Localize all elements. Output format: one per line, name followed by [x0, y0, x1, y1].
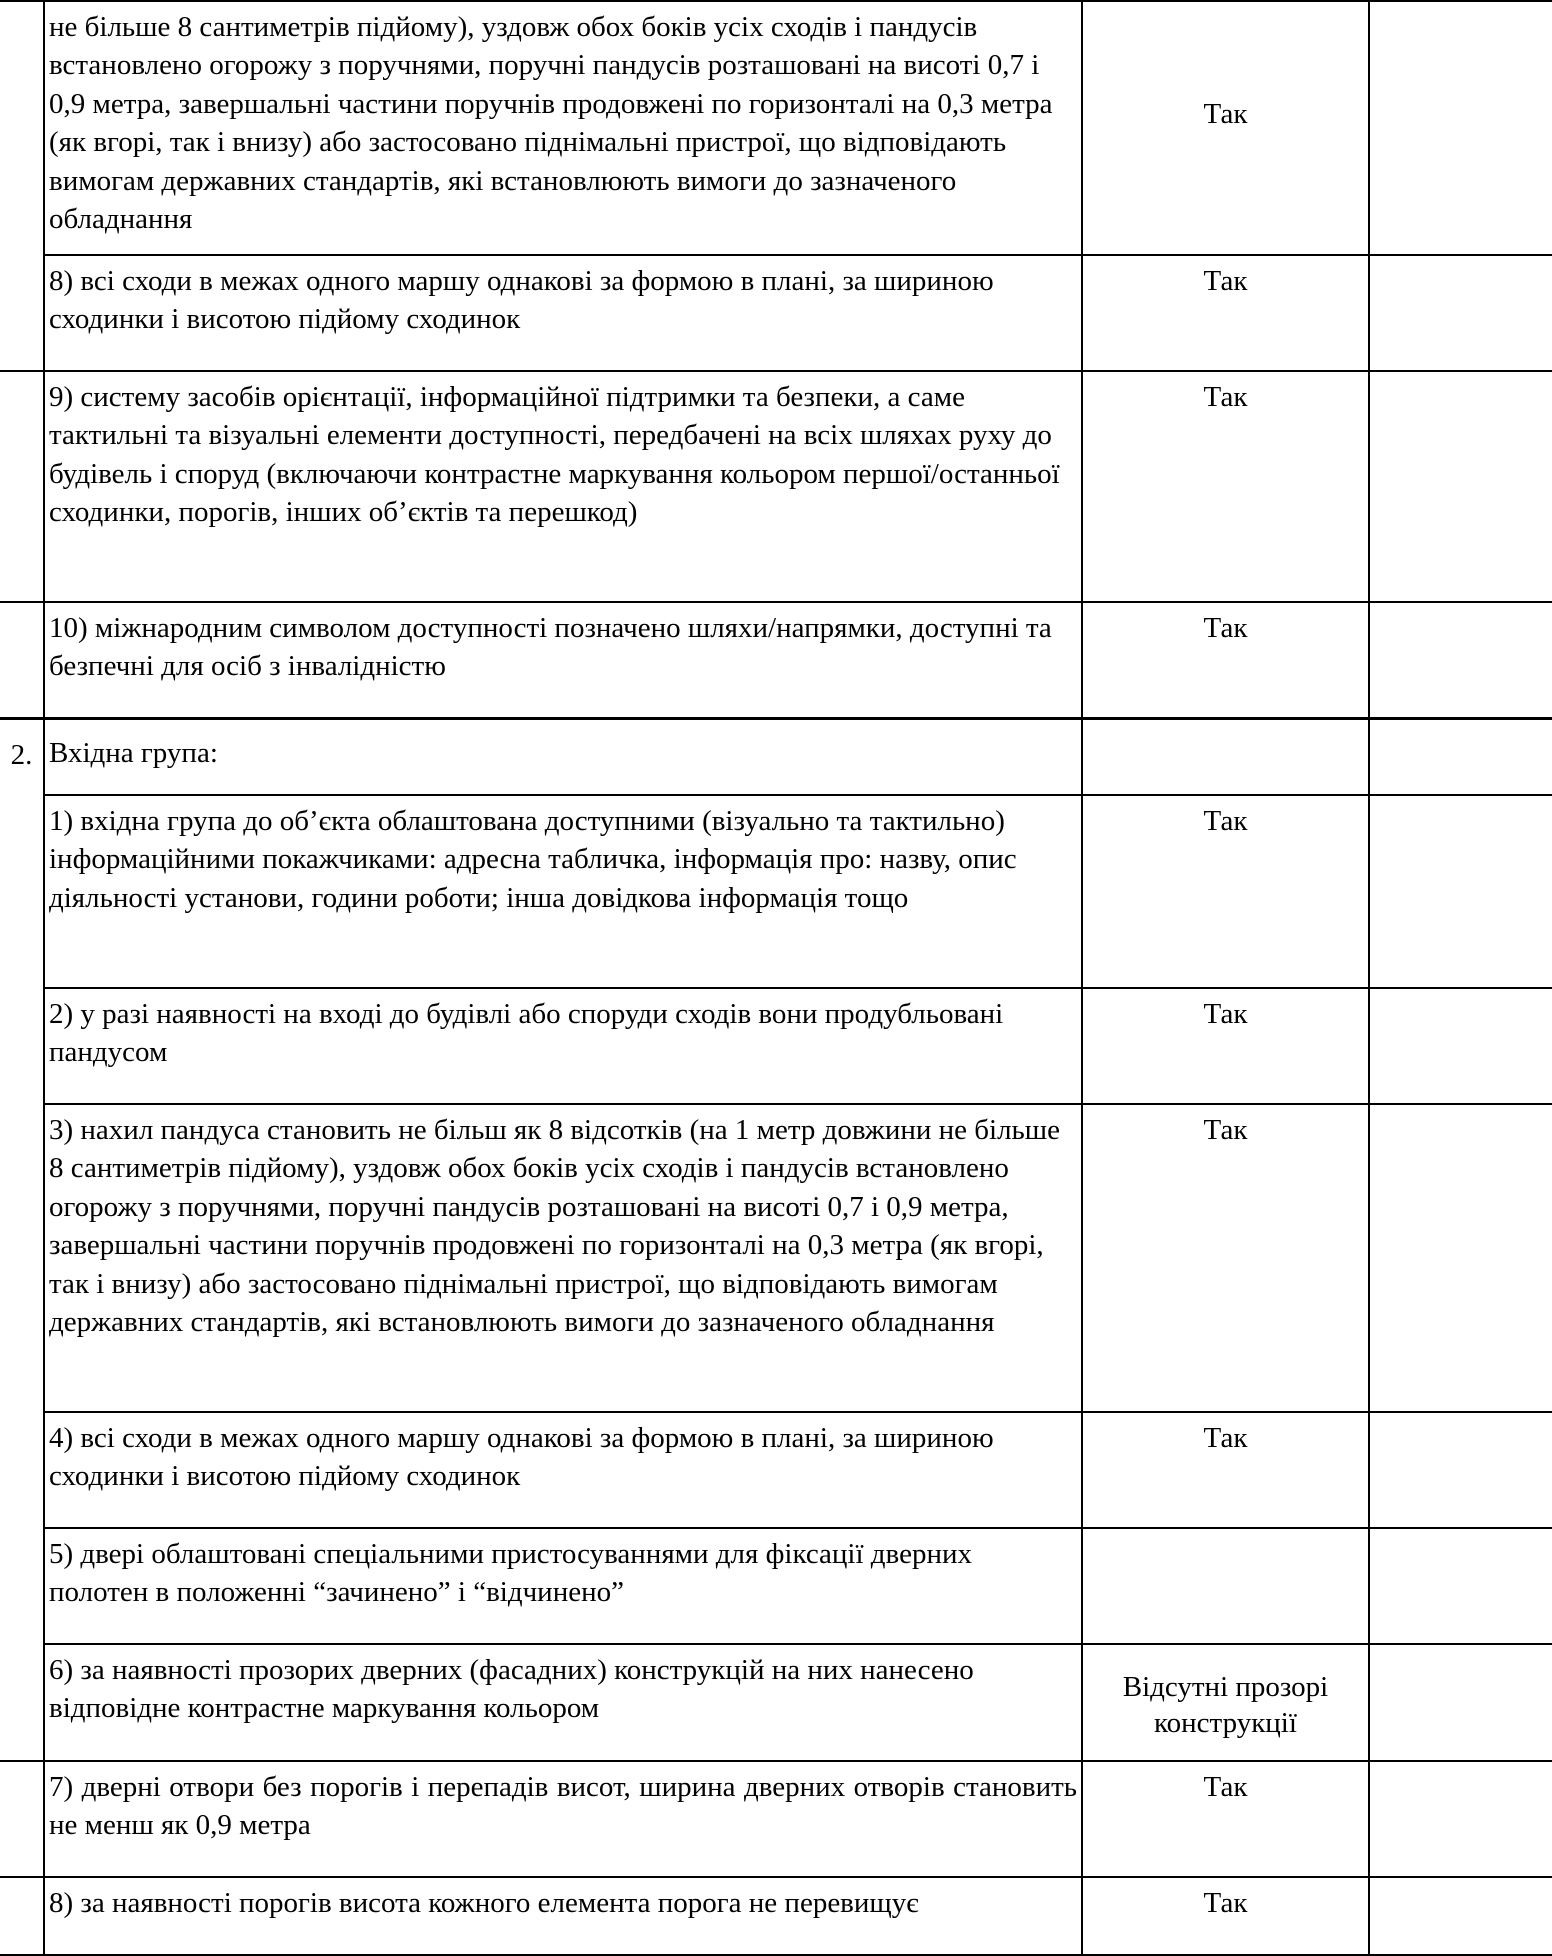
- empty-cell: [1369, 1761, 1552, 1877]
- status-value: Так: [1082, 371, 1369, 602]
- empty-cell: [1369, 1412, 1552, 1528]
- empty-cell: [1369, 255, 1552, 371]
- status-value: Так: [1082, 1, 1369, 255]
- criterion-text: 4) всі сходи в межах одного маршу однакові за формою в плані, за шириною сходинки і висотою підйому сходинок: [44, 1412, 1082, 1528]
- table-row: [0, 1528, 1552, 1644]
- row-number: [0, 795, 44, 988]
- status-value: Так: [1082, 988, 1369, 1104]
- criterion-text: 3) нахил пандуса становить не більш як 8 відсотків (на 1 метр довжини не більше 8 сантиметрів підйому), уздовж обох боків усіх сходів і пандусів встановлено огорожу з поручнями, поручні пандусів розташовані на висоті 0,7 і 0,9 метра, завершальні частини поручнів продовжені по горизонталі на 0,3 метра (як вгорі, так і внизу) або застосовано піднімальні пристрої, що відповідають вимогам державних стандартів, які встановлюють вимоги до зазначеного обладнання: [44, 1104, 1082, 1412]
- status-value: [1082, 1528, 1369, 1644]
- empty-cell: [1369, 1104, 1552, 1412]
- status-value: [1082, 718, 1369, 795]
- table-row: [0, 988, 1552, 1104]
- criterion-text: не більше 8 сантиметрів підйому), уздовж обох боків усіх сходів і пандусів встановлено огорожу з поручнями, поручні пандусів розташовані на висоті 0,7 і 0,9 метра, завершальні частини поручнів продовжені по горизонталі на 0,3 метра (як вгорі, так і внизу) або застосовано піднімальні пристрої, що відповідають вимогам державних стандартів, які встановлюють вимоги до зазначеного обладнання: [44, 1, 1082, 255]
- row-number: [0, 1761, 44, 1877]
- criterion-text: 1) вхідна група до об’єкта облаштована доступними (візуально та тактильно) інформаційними покажчиками: адресна табличка, інформація про: назву, опис діяльності установи, години роботи; інша довідкова інформація тощо: [44, 795, 1082, 988]
- row-number: [0, 988, 44, 1104]
- criterion-text: 2) у разі наявності на вході до будівлі або споруди сходів вони продубльовані пандусом: [44, 988, 1082, 1104]
- row-number: [0, 602, 44, 718]
- criterion-text: 9) систему засобів орієнтації, інформаційної підтримки та безпеки, а саме тактильні та візуальні елементи доступності, передбачені на всіх шляхах руху до будівель і споруд (включаючи контрастне маркування кольором першої/останньої сходинки, порогів, інших об’єктів та перешкод): [44, 371, 1082, 602]
- status-value: Так: [1082, 1412, 1369, 1528]
- criterion-text: 8) всі сходи в межах одного маршу однакові за формою в плані, за шириною сходинки і висотою підйому сходинок: [44, 255, 1082, 371]
- table-row: [0, 1, 1552, 255]
- status-value: Так: [1082, 1761, 1369, 1877]
- table-row: [0, 1412, 1552, 1528]
- status-value: Так: [1082, 1104, 1369, 1412]
- table-row: [0, 795, 1552, 988]
- section-header-row: [0, 718, 1552, 795]
- empty-cell: [1369, 795, 1552, 988]
- criterion-text: 10) міжнародним символом доступності позначено шляхи/напрямки, доступні та безпечні для осіб з інвалідністю: [44, 602, 1082, 718]
- empty-cell: [1369, 602, 1552, 718]
- row-number: [0, 1877, 44, 1955]
- status-value: Так: [1082, 602, 1369, 718]
- row-number: [0, 1644, 44, 1761]
- table-row: [0, 255, 1552, 371]
- row-number: [0, 371, 44, 602]
- empty-cell: [1369, 371, 1552, 602]
- table-row: [0, 602, 1552, 718]
- criterion-text: 8) за наявності порогів висота кожного елемента порога не перевищує: [44, 1877, 1082, 1955]
- table-row: [0, 371, 1552, 602]
- empty-cell: [1369, 1, 1552, 255]
- table-row: [0, 1104, 1552, 1412]
- status-value: Так: [1082, 1877, 1369, 1955]
- empty-cell: [1369, 988, 1552, 1104]
- status-value: Так: [1082, 795, 1369, 988]
- status-value: Відсутні прозорі конструкції: [1082, 1644, 1369, 1761]
- section-title: Вхідна група:: [44, 718, 1082, 795]
- row-number: [0, 1412, 44, 1528]
- criterion-text: 6) за наявності прозорих дверних (фасадних) конструкцій на них нанесено відповідне контрастне маркування кольором: [44, 1644, 1082, 1761]
- table-row: [0, 1644, 1552, 1761]
- empty-cell: [1369, 718, 1552, 795]
- status-value: Так: [1082, 255, 1369, 371]
- empty-cell: [1369, 1877, 1552, 1955]
- row-number: [0, 1528, 44, 1644]
- empty-cell: [1369, 1528, 1552, 1644]
- row-number: [0, 1, 44, 255]
- table-row: [0, 1761, 1552, 1877]
- empty-cell: [1369, 1644, 1552, 1761]
- section-number: 2.: [0, 718, 44, 795]
- row-number: [0, 1104, 44, 1412]
- criterion-text: 7) дверні отвори без порогів і перепадів висот, ширина дверних отворів становить не менш як 0,9 метра: [44, 1761, 1082, 1877]
- criterion-text: 5) двері облаштовані спеціальними пристосуваннями для фіксації дверних полотен в положенні “зачинено” і “відчинено”: [44, 1528, 1082, 1644]
- row-number: [0, 255, 44, 371]
- table-row: [0, 1877, 1552, 1955]
